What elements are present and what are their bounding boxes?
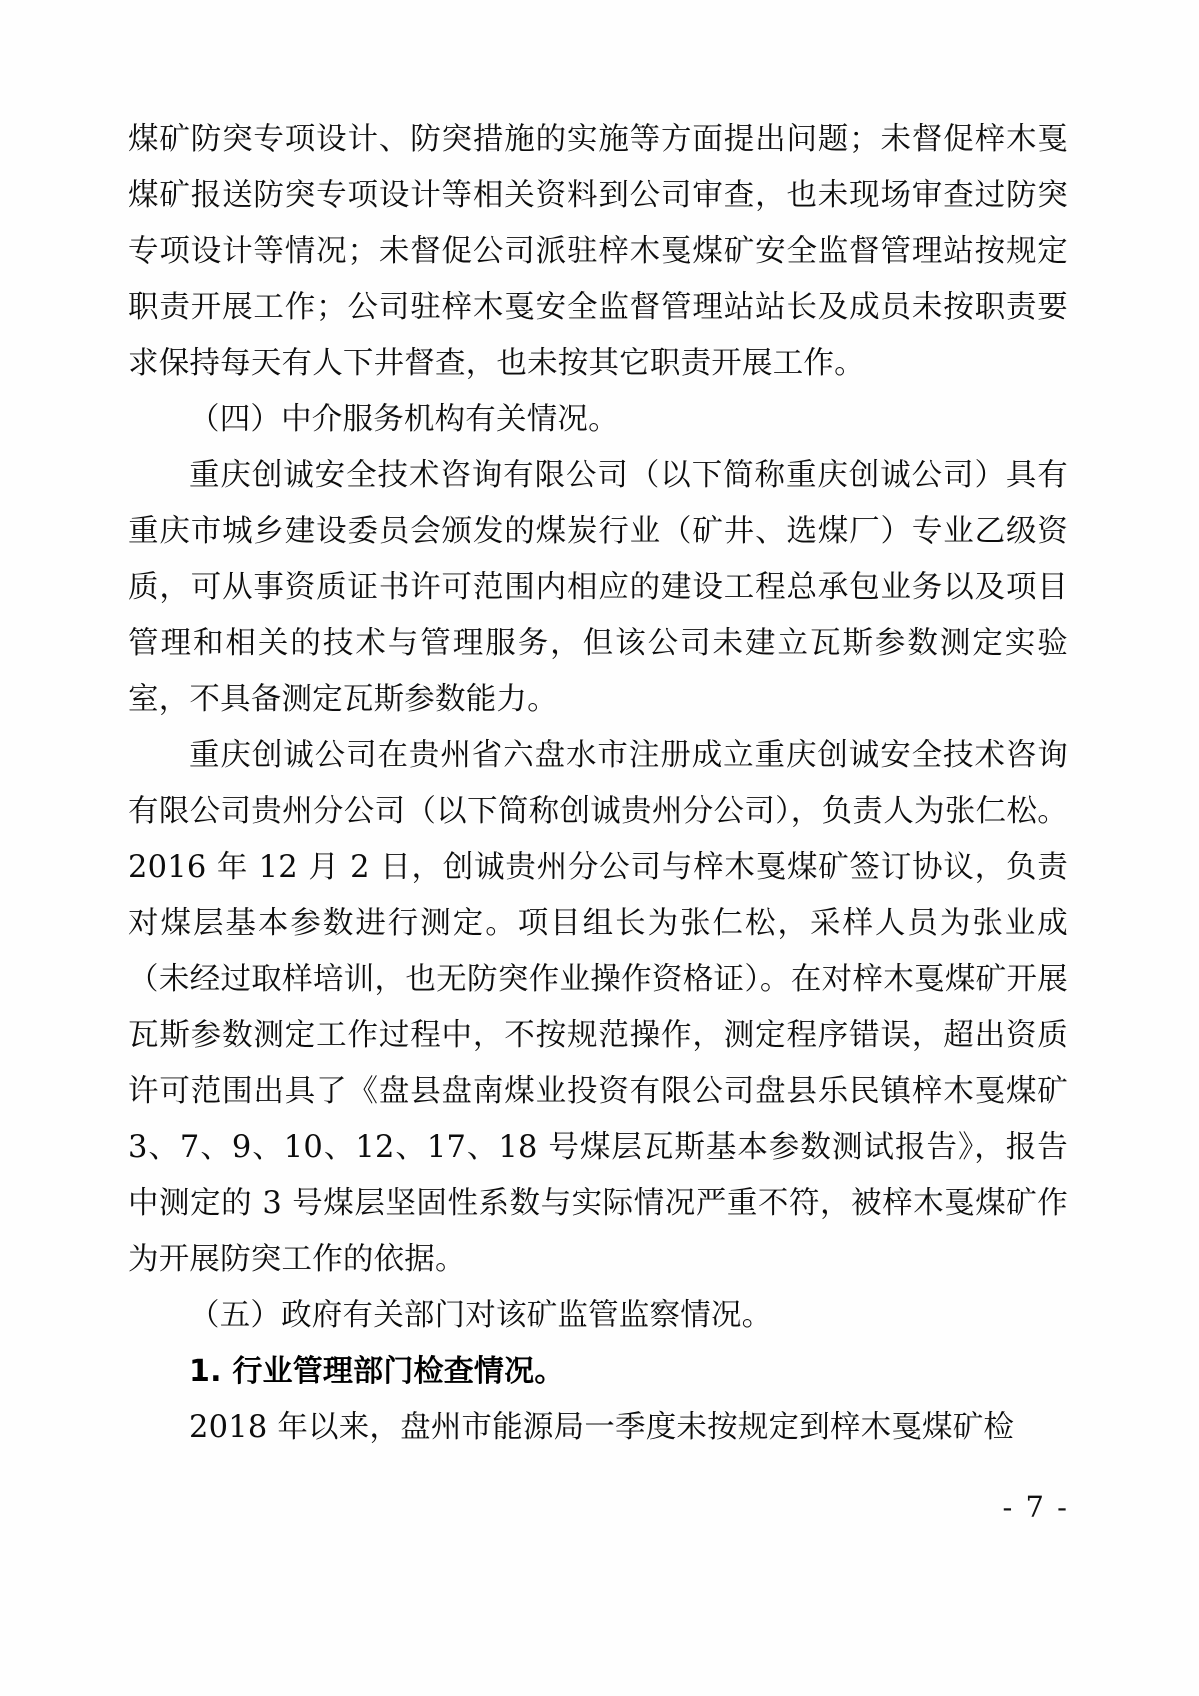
- paragraph-body-4: 2018 年以来，盘州市能源局一季度未按规定到梓木戛煤矿检: [189, 1410, 1015, 1445]
- paragraph-body-3: 重庆创诚公司在贵州省六盘水市注册成立重庆创诚安全技术咨询有限公司贵州分公司（以下简称创诚贵州分公司），负责人为张仁松。2016 年 12 月 2 日，创诚贵州分公司与梓木戛煤矿签订协议，负责对煤层基本参数进行测定。项目组长为张仁松，采样人员为张业成（未经过取样培训，也无防突作业操作资格证）。在对梓木戛煤矿开展瓦斯参数测定工作过程中，不按规范操作，测定程序错误，超出资质许可范围出具了《盘县盘南煤业投资有限公司盘县乐民镇梓木戛煤矿 3、7、9、10、12、17、18 号煤层瓦斯基本参数测试报告》，报告中测定的 3 号煤层坚固性系数与实际情况严重不符，被梓木戛煤矿作为开展防突工作的依据。: [128, 738, 1068, 1277]
- paragraph-body-2: 重庆创诚安全技术咨询有限公司（以下简称重庆创诚公司）具有重庆市城乡建设委员会颁发的煤炭行业（矿井、选煤厂）专业乙级资质，可从事资质证书许可范围内相应的建设工程总承包业务以及项目管理和相关的技术与管理服务，但该公司未建立瓦斯参数测定实验室，不具备测定瓦斯参数能力。: [128, 458, 1068, 717]
- page-number: - 7 -: [1002, 1490, 1069, 1524]
- paragraph-section-heading-4: （四）中介服务机构有关情况。: [189, 402, 619, 437]
- paragraph-section-heading-5: （五）政府有关部门对该矿监管监察情况。: [189, 1298, 773, 1333]
- page-content: [128, 112, 1068, 1456]
- paragraph-body-1: 煤矿防突专项设计、防突措施的实施等方面提出问题；未督促梓木戛煤矿报送防突专项设计等相关资料到公司审查，也未现场审查过防突专项设计等情况；未督促公司派驻梓木戛煤矿安全监督管理站按规定职责开展工作；公司驻梓木戛安全监督管理站站长及成员未按职责要求保持每天有人下井督查，也未按其它职责开展工作。: [128, 122, 1068, 381]
- paragraph-subheading-1: 1. 行业管理部门检查情况。: [189, 1354, 565, 1389]
